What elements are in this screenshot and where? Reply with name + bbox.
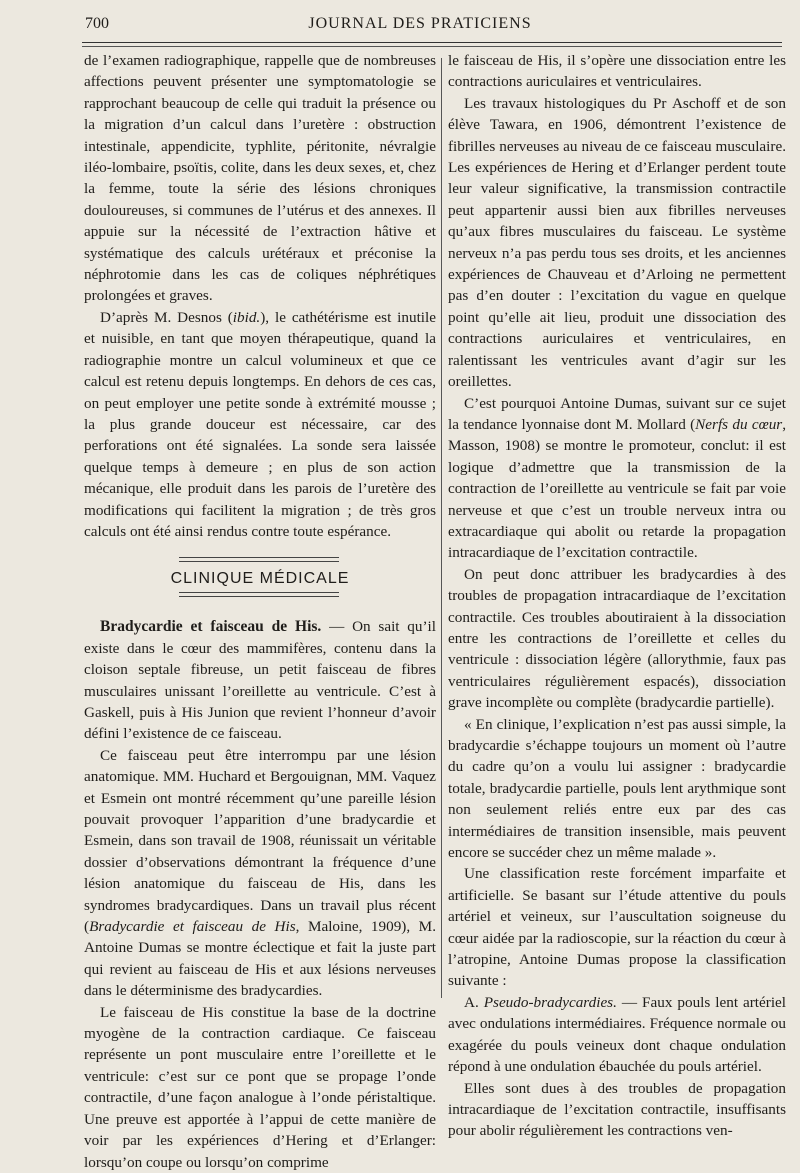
column-divider (441, 58, 442, 998)
right-paragraph-3: C’est pourquoi Antoine Dumas, suivant sur ce sujet la tendance lyonnaise dont M. Mollard (Nerfs du cœur, Masson, 1908) se montre le promoteur, conclut: il est logique d’admettre que la transmission de la contraction de l’oreillette au ventricule se fait par voie nerveuse et que c’est un trouble nerveux intra ou extracardiaque qui abolit ou retarde la propagation intracardiaque de l’excitation contractile. (448, 394, 787, 562)
right-paragraph-2: Les travaux histologiques du Pr Aschoff et de son élève Tawara, en 1906, démontrent l’existence de fibrilles nerveuses au niveau de ce faisceau musculaire. Les expériences de Hering et d’Erlanger perdent toute leur valeur significative, la transmission contractile peut appartenir aussi bien aux fibrilles nerveuses qu’aux fibres musculaires du faisceau. Le système nerveux n’a pas perdu tous ses droits, et les anciennes expériences de Chauveau et d’Arloing ne permettent pas d’en douter : l’excitation du vague en quelque point qu’elle ait lieu, produit une dissociation des contractions auriculaires et ventriculaires, en ralentissant les ventricules avant d’agir sur les oreillettes. (448, 94, 786, 391)
right-paragraph-1: le faisceau de His, il s’opère une dissociation entre les contractions auriculaires et ventriculaires. (448, 52, 786, 91)
section-heading-box (84, 552, 436, 606)
section-title: CLINIQUE MÉDICALE (170, 570, 350, 588)
right-paragraph-8: Elles sont dues à des troubles de propagation intracardiaque de l’excitation contractile, insuffisants pour abolir régulièrement les contractions ven- (448, 1079, 786, 1140)
page-number: 700 (85, 15, 109, 32)
right-paragraph-5: « En clinique, l’explication n’est pas aussi simple, la bradycardie s’échappe toujours un moment où l’autre du cadre qu’on a voulu lui assigner : bradycardie totale, bradycardie partielle, pouls lent arythmique sont non seulement reliés entre eux par des cas intermédiaires de transition insensible, mais peuvent encore se succéder chez un même malade ». (448, 715, 786, 862)
page-header (60, 12, 780, 38)
left-column (84, 50, 436, 1173)
left-paragraph-2: D’après M. Desnos (ibid.), le cathétérisme est inutile et nuisible, en tant que moyen thérapeutique, quand la radiographie montre un calcul volumineux et que ce calcul est retenu depuis longtemps. En dehors de ces cas, on peut employer une petite sonde à extrémité mousse ; la plus grande douceur est nécessaire, car des perforations ont été signalées. La sonde sera laissée quelque temps à demeure ; en plus de son action mécanique, elle produit dans les parois de l’uretère des modifications qui facilitent la migration ; de très gros calculs ont été ainsi rendus contre toute espérance. (84, 308, 436, 540)
article-title: Bradycardie et faisceau de His. (100, 618, 322, 636)
right-paragraph-6: Une classification reste forcément imparfaite et artificielle. Se basant sur l’étude attentive du pouls artériel et veineux, sur l’auscultation soigneuse du cœur aidée par la radioscopie, sur la réaction du cœur à l’atropine, Antoine Dumas propose la classification suivante : (448, 865, 786, 990)
right-paragraph-7: A. Pseudo-bradycardies. — Faux pouls lent artériel avec ondulations intermédiaires. Fréquence normale ou exagérée du pouls veineux dont chaque ondulation répond à une ondulation ébauchée du pouls artériel. (448, 993, 787, 1076)
left-paragraph-4: Ce faisceau peut être interrompu par une lésion anatomique. MM. Huchard et Bergouignan, MM. Vaquez et Esmein ont montré récemment qu’une pareille lésion pouvait provoquer l’apparition d’une bradycardie et Esmein, dans son travail de 1908, réunissait un véritable dossier d’observations démontrant la fréquence d’une lésion anatomique du faisceau de His, dans les syndromes bradycardiques. Dans un travail plus récent (Bradycardie et faisceau de His, Maloine, 1909), M. Antoine Dumas se montre éclectique et fait la juste part qui revient au faisceau de His et aux lésions nerveuses dans le déterminisme des bradycardies. (84, 746, 436, 1000)
journal-title: JOURNAL DES PRATICIENS (308, 15, 532, 32)
header-rule (82, 42, 782, 43)
right-column (448, 50, 786, 1142)
right-paragraph-4: On peut donc attribuer les bradycardies à des troubles de propagation intracardiaque de l’excitation contractile. Ces troubles aboutiraient à la dissociation entre les contractions de l’oreillette et celles du ventricule : dissociation légère (allorythmie, faux pas ventriculaires régulièrement espacés), dissociation grave incomplète ou complète (bradycardie partielle). (448, 565, 786, 712)
left-paragraph-5: Le faisceau de His constitue la base de la doctrine myogène de la contraction cardiaque. Ce faisceau représente un pont musculaire entre l’oreillette et le ventricule: c’est sur ce pont que se propage l’onde contractile, d’une façon analogue à l’onde péristaltique. Une preuve est apportée à l’appui de cette manière de voir par les expériences d’Hering et d’Erlanger: lorsqu’on coupe ou lorsqu’on comprime (84, 1003, 436, 1171)
article-lead-paragraph: Bradycardie et faisceau de His. — On sait qu’il existe dans le cœur des mammifères, contenu dans la cloison septale fibreuse, un petit faisceau de fibres musculaires unissant l’oreillette au ventricule. C’est à Gaskell, puis à His Junion que revient l’honneur d’avoir défini l’existence de ce faisceau. (84, 618, 436, 743)
header-rule-secondary (82, 46, 782, 47)
left-paragraph-1: de l’examen radiographique, rappelle que de nombreuses affections peuvent présenter une symptomatologie se rapprochant beaucoup de celle qui traduit la présence ou la migration d’un calcul dans l’uretère : obstruction intestinale, appendicite, typhlite, péritonite, névralgie iléo-lombaire, psoïtis, colite, dans les deux sexes, et, chez la femme, toute la série des lésions chroniques douloureuses, si communes de l’utérus et des annexes. Il appuie sur la nécessité de l’extraction hâtive et systématique des calculs urétéraux et préconise la néphrotomie dans les cas de coliques néphrétiques prolongées et graves. (84, 52, 436, 305)
